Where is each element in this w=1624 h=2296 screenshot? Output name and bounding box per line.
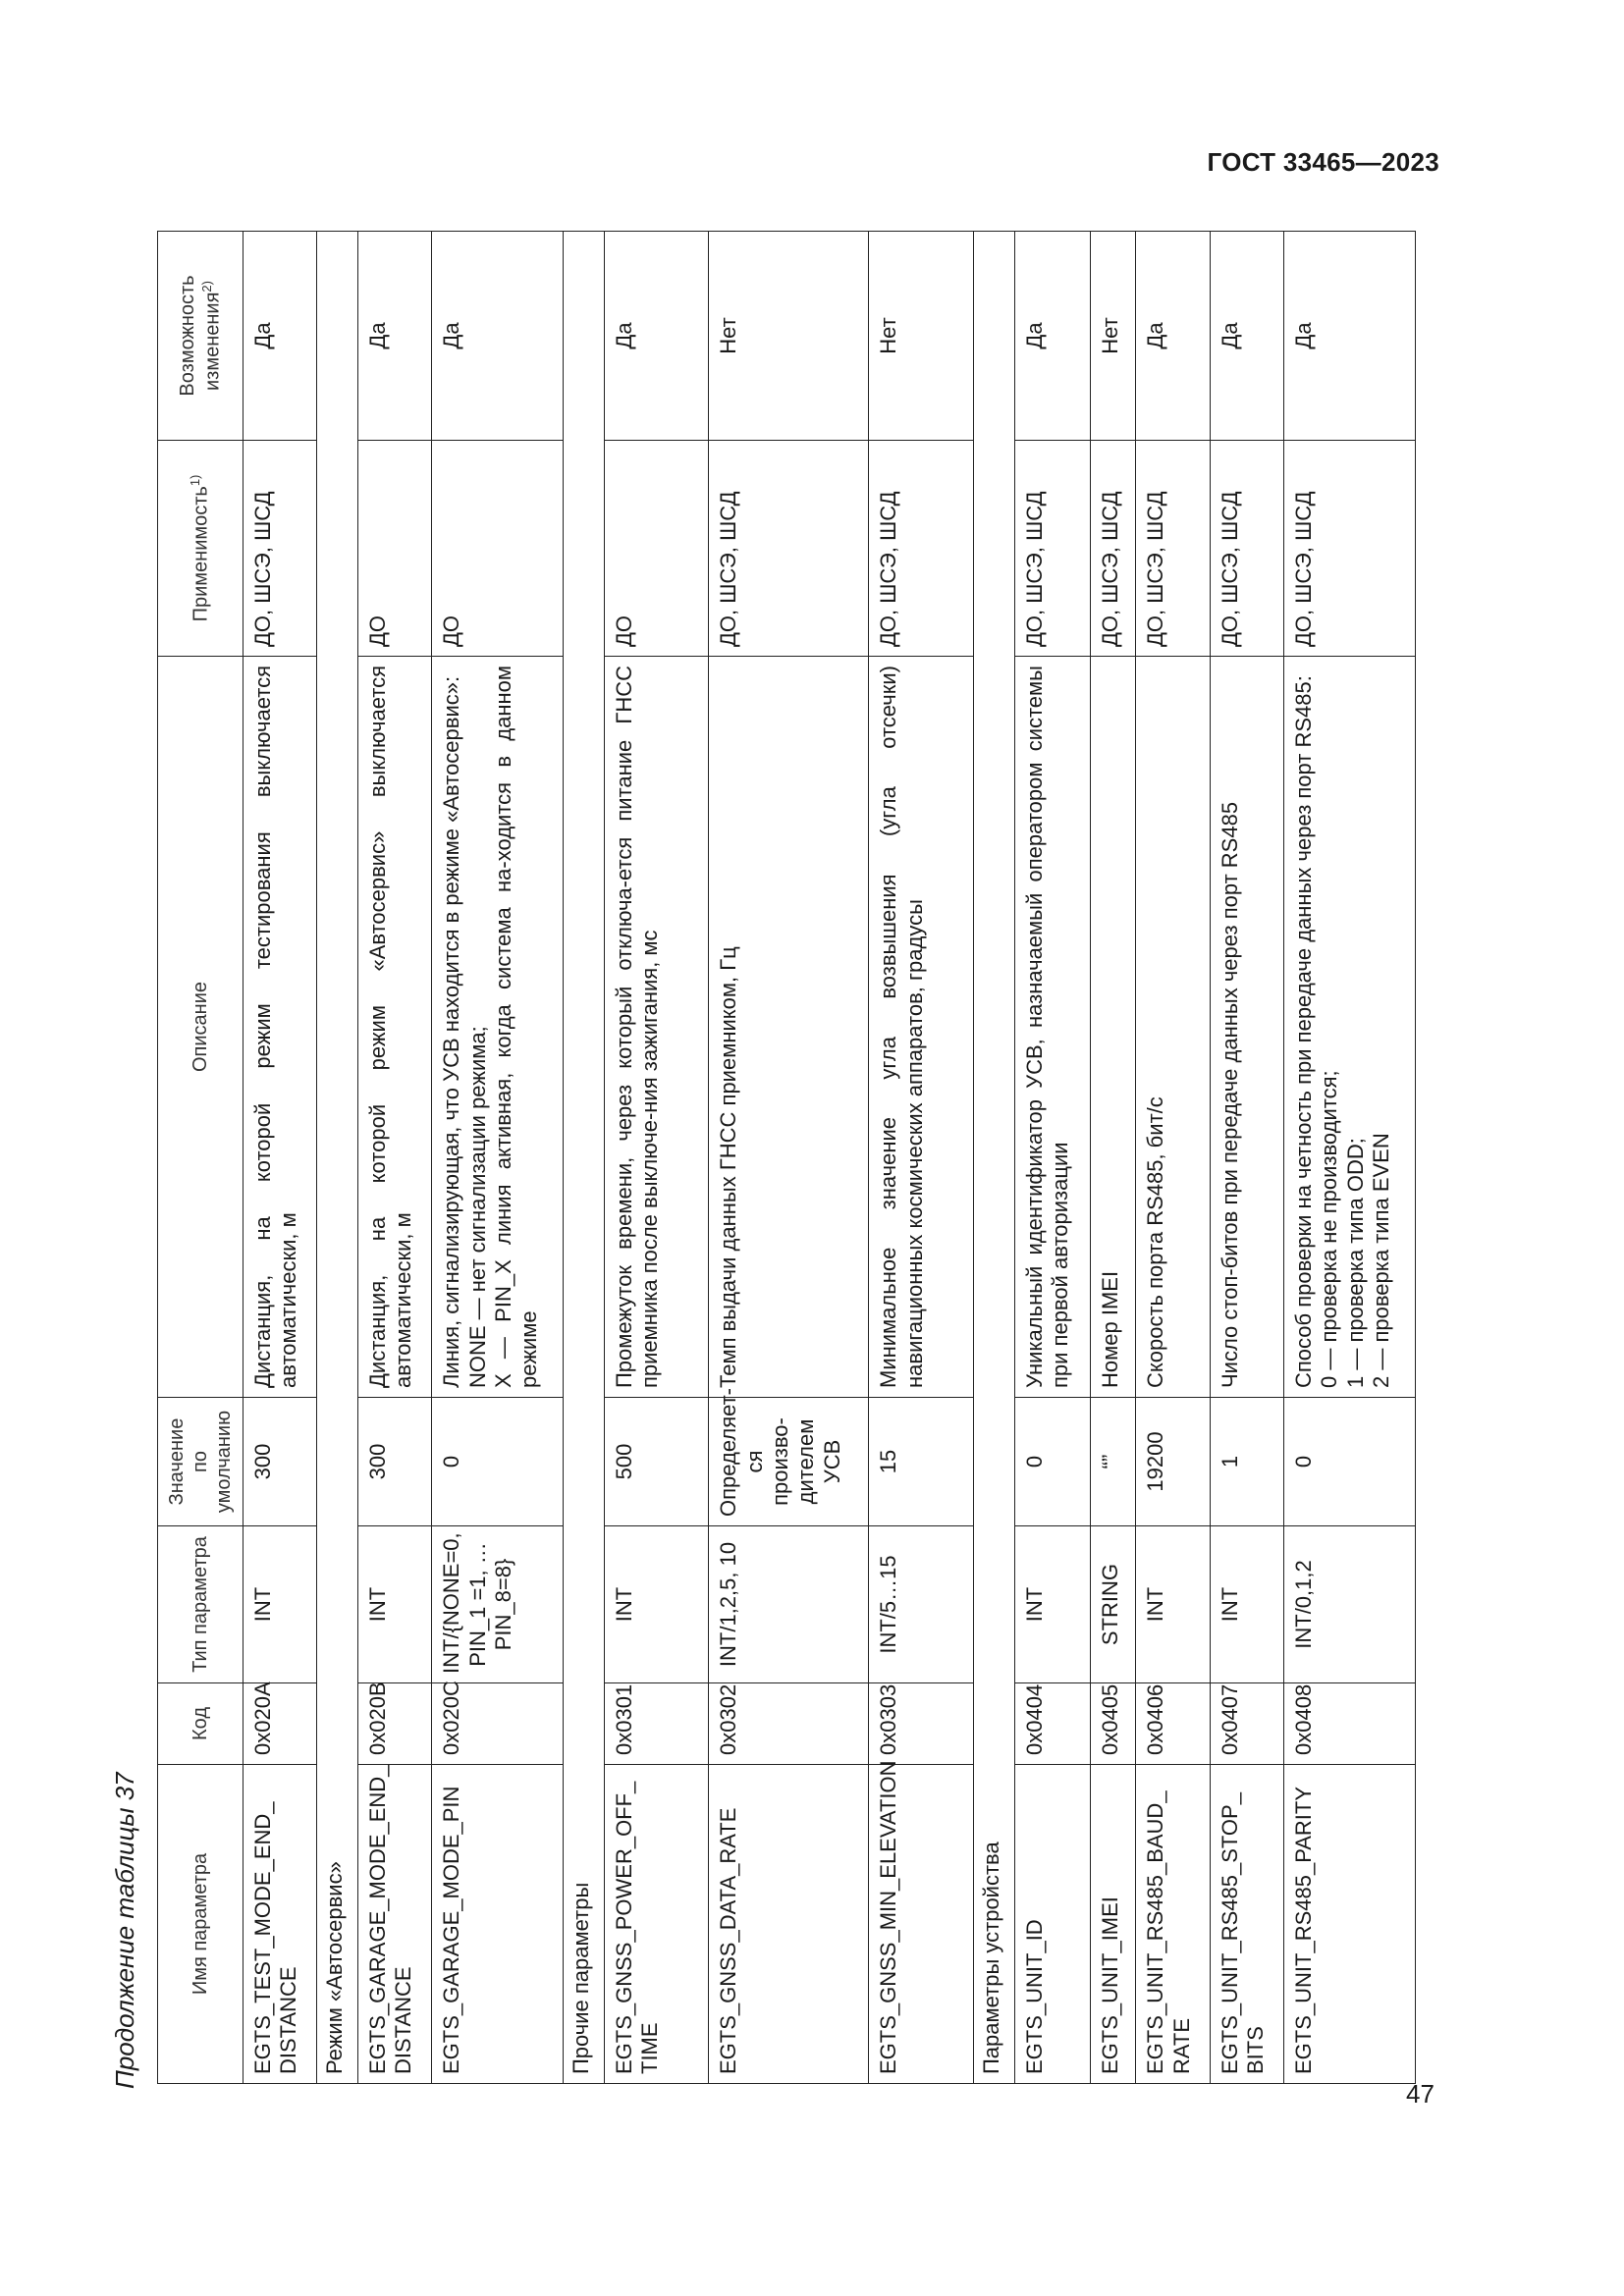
description-cell — [869, 657, 974, 1398]
param-name-cell: EGTS_GNSS_MIN_ELEVATION — [869, 1765, 974, 2084]
code-cell: 0x020B — [357, 1683, 431, 1765]
description-cell — [1091, 657, 1136, 1398]
default-cell: 500 — [604, 1398, 709, 1526]
table-row — [244, 232, 317, 2084]
description-line: 0 — проверка не производится; — [1317, 1070, 1342, 1388]
type-cell: INT/5…15 — [869, 1526, 974, 1683]
description-cell — [1136, 657, 1210, 1398]
description-line: 2 — проверка типа EVEN — [1369, 1133, 1394, 1388]
code-cell: 0x0408 — [1283, 1683, 1415, 1765]
header-type: Тип параметра — [158, 1526, 244, 1683]
applicability-cell: ДО, ШСЭ, ШСД — [1283, 441, 1415, 657]
applicability-cell: ДО, ШСЭ, ШСД — [1136, 441, 1210, 657]
description-cell — [1210, 657, 1283, 1398]
code-cell: 0x020A — [244, 1683, 317, 1765]
description-line: Уникальный идентификатор УСВ, назначаемый оператором системы при первой авторизации — [1021, 666, 1073, 1388]
description-line: Дистанция, на которой режим тестирования выключается автоматически, м — [250, 666, 301, 1388]
section-row — [317, 232, 358, 2084]
table-row — [869, 232, 974, 2084]
code-cell: 0x0301 — [604, 1683, 709, 1765]
changeable-cell: Да — [1210, 232, 1283, 441]
description-line: Промежуток времени, через который отключа-ется питание ГНСС приемника после выключе-ния зажигания, мс — [611, 666, 662, 1388]
table-row — [604, 232, 709, 2084]
applicability-cell: ДО, ШСЭ, ШСД — [1014, 441, 1091, 657]
type-cell: INT — [1014, 1526, 1091, 1683]
changeable-cell: Нет — [709, 232, 869, 441]
description-line: X — PIN_X линия активная, когда система на-ходится в данном режиме — [490, 666, 542, 1388]
param-name-cell: EGTS_GNSS_DATA_RATE — [709, 1765, 869, 2084]
type-cell: INT/0,1,2 — [1283, 1526, 1415, 1683]
default-cell: 15 — [869, 1398, 974, 1526]
applicability-cell: ДО — [432, 441, 564, 657]
header-name: Имя параметра — [158, 1765, 244, 2084]
param-name-cell: EGTS_GARAGE_MODE_END_ DISTANCE — [357, 1765, 431, 2084]
type-cell: INT/1,2,5, 10 — [709, 1526, 869, 1683]
param-name-cell: EGTS_UNIT_RS485_BAUD_ RATE — [1136, 1765, 1210, 2084]
section-title: Параметры устройства — [974, 232, 1015, 2084]
description-line: Темп выдачи данных ГНСС приемником, Гц — [716, 946, 741, 1388]
section-row — [974, 232, 1015, 2084]
changeable-cell: Да — [432, 232, 564, 441]
footnote-mark-1: 1) — [188, 474, 203, 487]
table-row — [1091, 232, 1136, 2084]
header-applicability-label: Применимость — [189, 486, 212, 622]
description-line: Дистанция, на которой режим «Автосервис» выключается автоматически, м — [364, 666, 416, 1388]
table-row — [1210, 232, 1283, 2084]
code-cell: 0x0303 — [869, 1683, 974, 1765]
code-cell: 0x0405 — [1091, 1683, 1136, 1765]
code-cell: 0x0404 — [1014, 1683, 1091, 1765]
description-line: Номер IMEI — [1098, 1270, 1123, 1388]
applicability-cell: ДО, ШСЭ, ШСД — [1210, 441, 1283, 657]
parameters-table-rotated — [157, 232, 1416, 2084]
applicability-cell: ДО, ШСЭ, ШСД — [709, 441, 869, 657]
changeable-cell: Да — [357, 232, 431, 441]
description-cell — [357, 657, 431, 1398]
type-cell: STRING — [1091, 1526, 1136, 1683]
default-cell: 0 — [1014, 1398, 1091, 1526]
param-name-cell: EGTS_UNIT_ID — [1014, 1765, 1091, 2084]
default-cell: 1 — [1210, 1398, 1283, 1526]
footnote-mark-2: 2) — [199, 281, 215, 293]
description-cell — [244, 657, 317, 1398]
description-line: Минимальное значение угла возвышения (угла отсечки) навигационных космических аппаратов, градусы — [876, 666, 927, 1388]
param-name-cell: EGTS_GNSS_POWER_OFF_ TIME — [604, 1765, 709, 2084]
description-cell — [1014, 657, 1091, 1398]
applicability-cell: ДО — [604, 441, 709, 657]
changeable-cell: Да — [244, 232, 317, 441]
description-line: Способ проверки на четность при передаче данных через порт RS485: — [1290, 675, 1316, 1388]
description-cell — [604, 657, 709, 1398]
default-cell: Определяет-ся произво-дителем УСВ — [709, 1398, 869, 1526]
type-cell: INT — [244, 1526, 317, 1683]
changeable-cell: Нет — [869, 232, 974, 441]
description-cell — [432, 657, 564, 1398]
header-applicability — [158, 441, 244, 657]
type-cell: INT — [357, 1526, 431, 1683]
description-cell — [709, 657, 869, 1398]
description-line: 1 — проверка типа ODD; — [1342, 1138, 1368, 1388]
section-row — [564, 232, 605, 2084]
type-cell: INT — [1136, 1526, 1210, 1683]
table-row — [1014, 232, 1091, 2084]
applicability-cell: ДО, ШСЭ, ШСД — [244, 441, 317, 657]
code-cell: 0x0407 — [1210, 1683, 1283, 1765]
param-name-cell: EGTS_TEST_MODE_END_ DISTANCE — [244, 1765, 317, 2084]
description-line: Линия, сигнализирующая, что УСВ находится в режиме «Автосервис»: — [439, 675, 464, 1388]
applicability-cell: ДО, ШСЭ, ШСД — [1091, 441, 1136, 657]
description-cell — [1283, 657, 1415, 1398]
default-cell: 19200 — [1136, 1398, 1210, 1526]
code-cell: 0x0302 — [709, 1683, 869, 1765]
param-name-cell: EGTS_UNIT_RS485_PARITY — [1283, 1765, 1415, 2084]
table-row — [709, 232, 869, 2084]
page-number: 47 — [1406, 2079, 1435, 2109]
code-cell: 0x020C — [432, 1683, 564, 1765]
default-cell: 300 — [244, 1398, 317, 1526]
table-caption: Продолжение таблицы 37 — [110, 1772, 139, 2089]
header-default: Значение по умолчанию — [158, 1398, 244, 1526]
table-row — [357, 232, 431, 2084]
code-cell: 0x0406 — [1136, 1683, 1210, 1765]
changeable-cell: Да — [1014, 232, 1091, 441]
applicability-cell: ДО — [357, 441, 431, 657]
type-cell: INT — [604, 1526, 709, 1683]
changeable-cell: Да — [1283, 232, 1415, 441]
changeable-cell: Да — [604, 232, 709, 441]
table-row — [1283, 232, 1415, 2084]
header-changeable — [158, 232, 244, 441]
description-line: Скорость порта RS485, бит/с — [1143, 1096, 1168, 1388]
section-title: Прочие параметры — [564, 232, 605, 2084]
description-line: NONE — нет сигнализации режима; — [464, 1026, 490, 1388]
standard-designation: ГОСТ 33465—2023 — [1207, 147, 1439, 177]
param-name-cell: EGTS_UNIT_RS485_STOP_ BITS — [1210, 1765, 1283, 2084]
changeable-cell: Нет — [1091, 232, 1136, 441]
default-cell: “” — [1091, 1398, 1136, 1526]
header-code: Код — [158, 1683, 244, 1765]
section-title: Режим «Автосервис» — [317, 232, 358, 2084]
description-line: Число стоп-битов при передаче данных через порт RS485 — [1217, 801, 1242, 1388]
table-row — [432, 232, 564, 2084]
param-name-cell: EGTS_UNIT_IMEI — [1091, 1765, 1136, 2084]
parameters-table — [157, 231, 1416, 2084]
applicability-cell: ДО, ШСЭ, ШСД — [869, 441, 974, 657]
header-changeable-label: Возможность изменения — [177, 275, 224, 397]
default-cell: 0 — [1283, 1398, 1415, 1526]
type-cell: INT/{NONE=0, PIN_1 =1, … PIN_8=8} — [432, 1526, 564, 1683]
table-row — [1136, 232, 1210, 2084]
default-cell: 300 — [357, 1398, 431, 1526]
default-cell: 0 — [432, 1398, 564, 1526]
table-header-row — [158, 232, 244, 2084]
changeable-cell: Да — [1136, 232, 1210, 441]
header-description: Описание — [158, 657, 244, 1398]
type-cell: INT — [1210, 1526, 1283, 1683]
param-name-cell: EGTS_GARAGE_MODE_PIN — [432, 1765, 564, 2084]
